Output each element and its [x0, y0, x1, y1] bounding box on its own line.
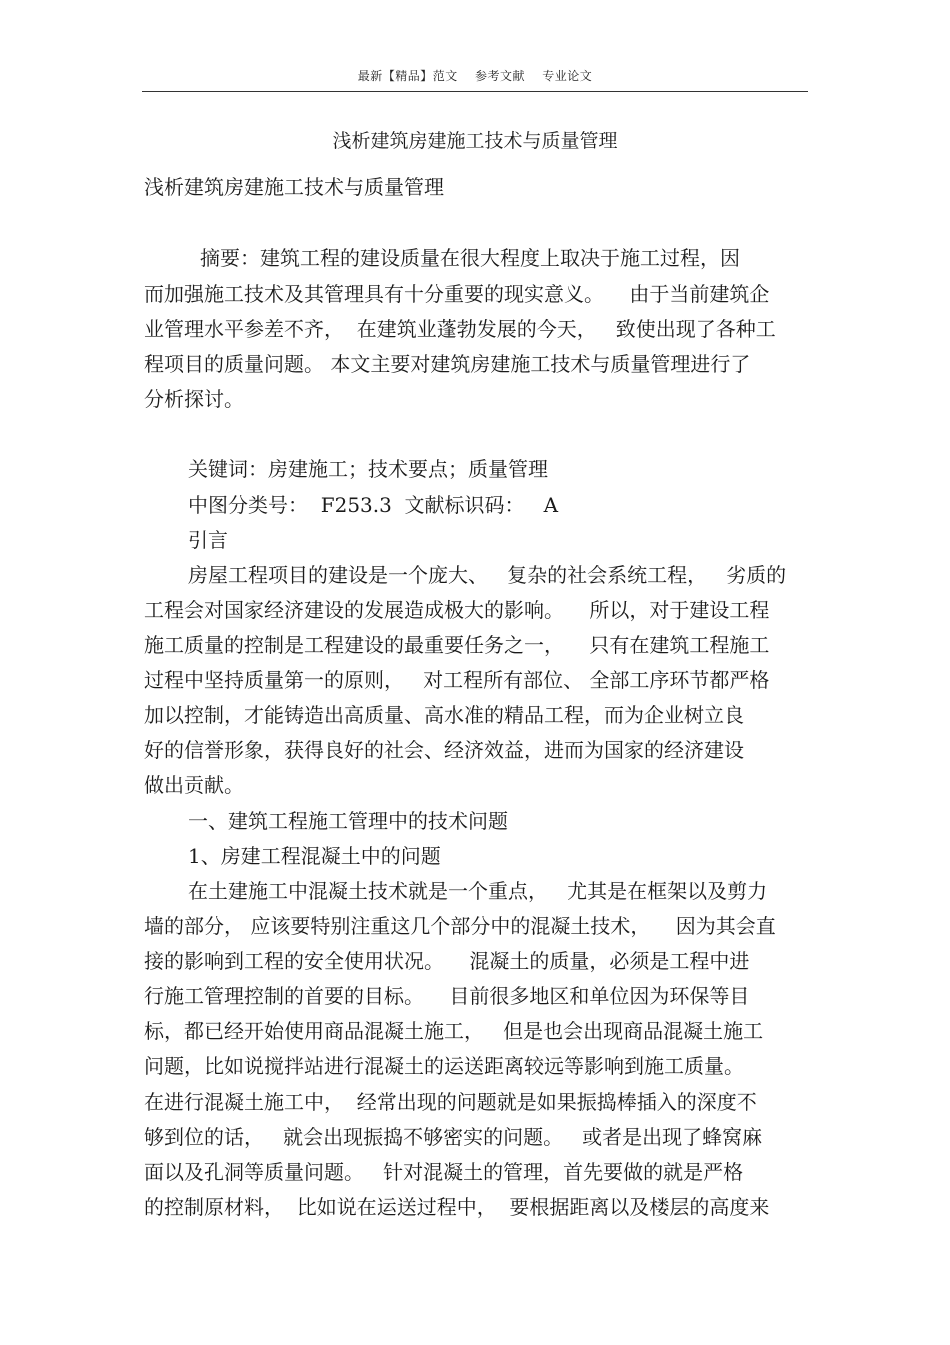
paragraph-line: 过程中坚持质量第一的原则， 对工程所有部位、 全部工序环节都严格	[144, 668, 770, 692]
paragraph-line: 做出贡献。	[144, 773, 244, 797]
paragraph-line: 面以及孔洞等质量问题。 针对混凝土的管理，首先要做的就是严格	[144, 1160, 744, 1184]
section-heading: 一、建筑工程施工管理中的技术问题	[188, 809, 508, 833]
section-heading: 引言	[188, 528, 228, 552]
subsection-heading: 1、房建工程混凝土中的问题	[188, 844, 441, 868]
paragraph-line: 的控制原材料， 比如说在运送过程中， 要根据距离以及楼层的高度来	[144, 1195, 770, 1219]
paragraph-line: 接的影响到工程的安全使用状况。 混凝土的质量，必须是工程中进	[144, 949, 750, 973]
paragraph-line: 墙的部分， 应该要特别注重这几个部分中的混凝土技术， 因为其会直	[144, 914, 776, 938]
abstract-line: 摘要：建筑工程的建设质量在很大程度上取决于施工过程，因	[200, 246, 740, 270]
abstract-line: 业管理水平参差不齐， 在建筑业蓬勃发展的今天， 致使出现了各种工	[144, 317, 776, 341]
header-divider	[142, 91, 808, 92]
paragraph-line: 问题，比如说搅拌站进行混凝土的运送距离较远等影响到施工质量。	[144, 1054, 744, 1078]
subtitle-line: 浅析建筑房建施工技术与质量管理	[144, 175, 444, 199]
paragraph-line: 在土建施工中混凝土技术就是一个重点， 尤其是在框架以及剪力	[188, 879, 768, 903]
abstract-line: 分析探讨。	[144, 387, 244, 411]
classification-line: 中图分类号： F253.3 文献标识码： A	[188, 493, 559, 517]
paragraph-line: 施工质量的控制是工程建设的最重要任务之一， 只有在建筑工程施工	[144, 633, 770, 657]
abstract-line: 程项目的质量问题。 本文主要对建筑房建施工技术与质量管理进行了	[144, 352, 751, 376]
keywords-line: 关键词：房建施工；技术要点；质量管理	[188, 457, 548, 481]
paragraph-line: 好的信誉形象，获得良好的社会、经济效益，进而为国家的经济建设	[144, 738, 744, 762]
paragraph-line: 房屋工程项目的建设是一个庞大、 复杂的社会系统工程， 劣质的	[188, 563, 787, 587]
paragraph-line: 工程会对国家经济建设的发展造成极大的影响。 所以，对于建设工程	[144, 598, 770, 622]
document-title: 浅析建筑房建施工技术与质量管理	[332, 130, 618, 152]
paragraph-line: 行施工管理控制的首要的目标。 目前很多地区和单位因为环保等目	[144, 984, 750, 1008]
paragraph-line: 够到位的话， 就会出现振捣不够密实的问题。 或者是出现了蜂窝麻	[144, 1125, 763, 1149]
page-header: 最新【精品】范文 参考文献 专业论文	[357, 69, 593, 83]
paragraph-line: 在进行混凝土施工中， 经常出现的问题就是如果振捣棒插入的深度不	[144, 1090, 757, 1114]
abstract-line: 而加强施工技术及其管理具有十分重要的现实意义。 由于当前建筑企	[144, 282, 770, 306]
paragraph-line: 加以控制，才能铸造出高质量、高水准的精品工程，而为企业树立良	[144, 703, 744, 727]
paragraph-line: 标，都已经开始使用商品混凝土施工， 但是也会出现商品混凝土施工	[144, 1019, 764, 1043]
